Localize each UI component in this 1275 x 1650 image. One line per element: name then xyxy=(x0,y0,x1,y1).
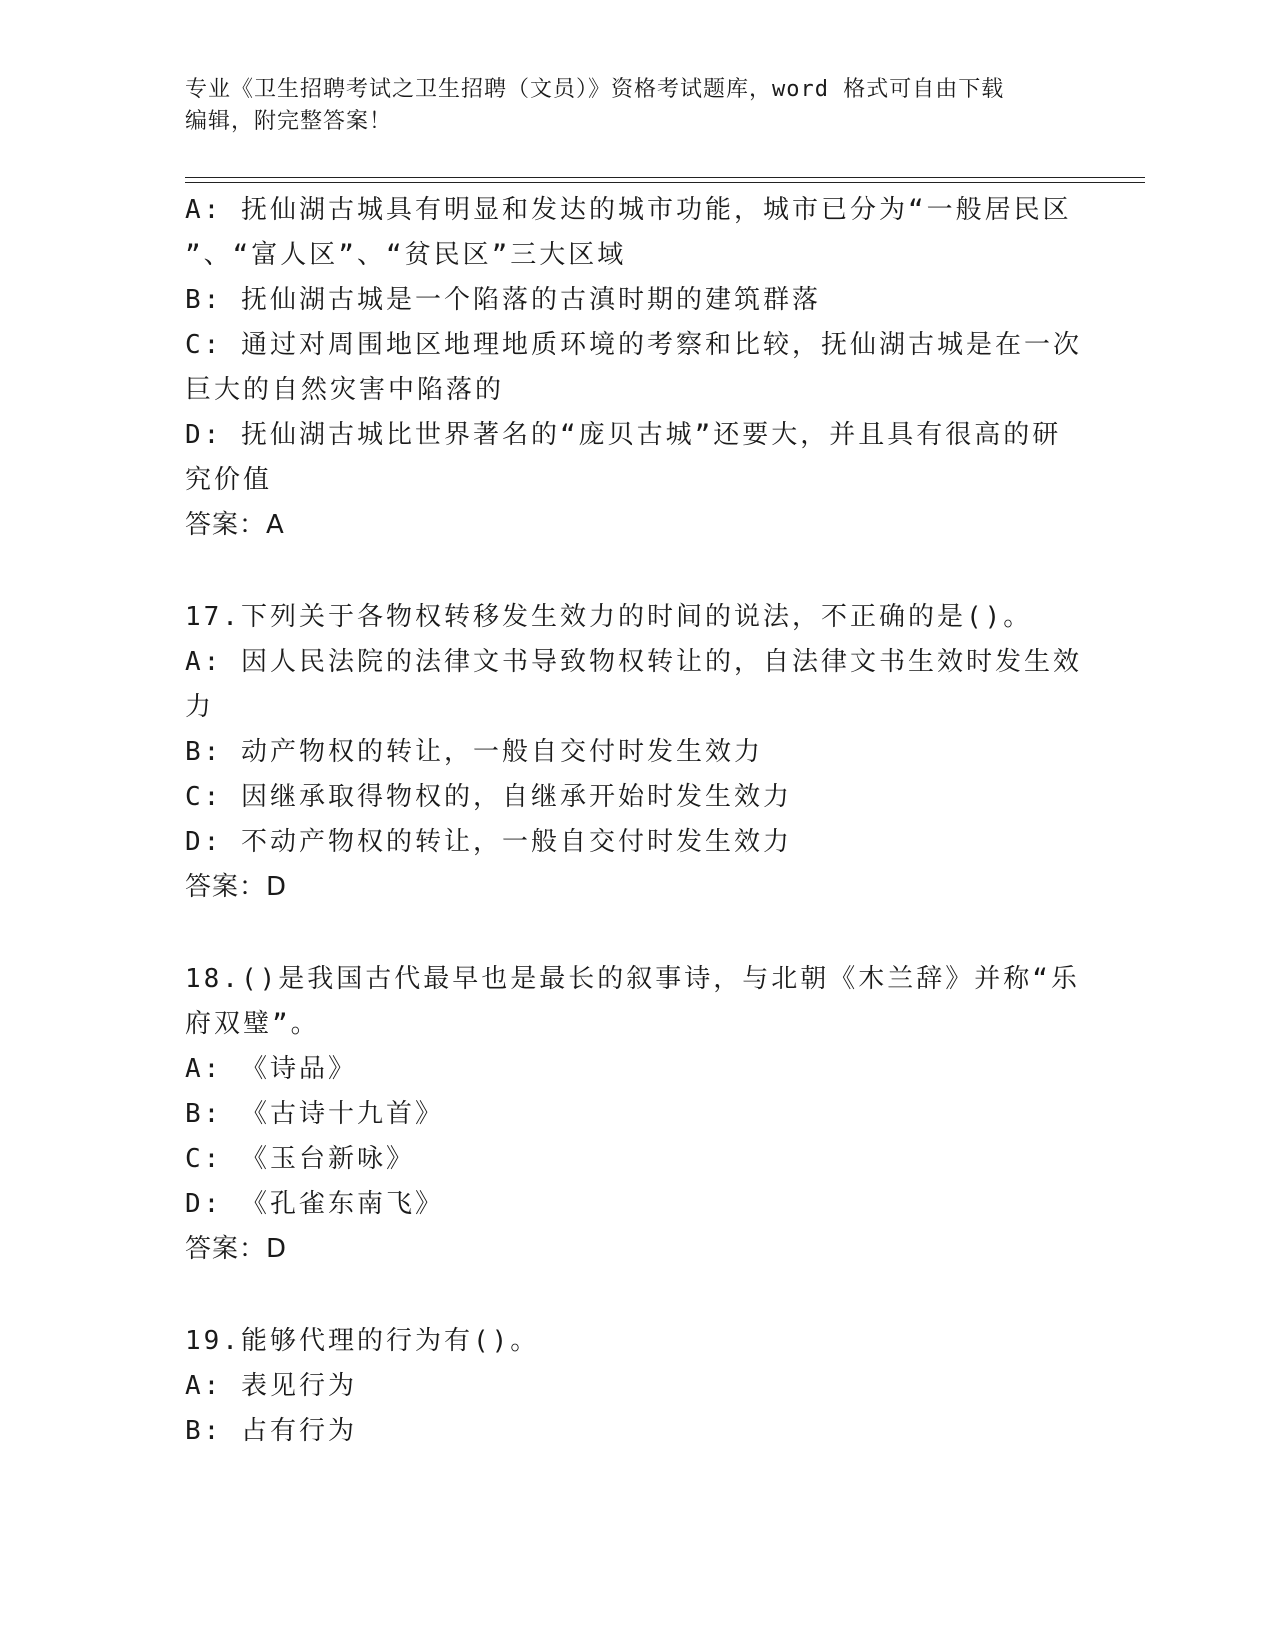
question-19 xyxy=(185,1319,1085,1454)
option-d-line-1: D: 抚仙湖古城比世界著名的“庞贝古城”还要大，并且具有很高的研 xyxy=(185,420,1062,450)
question-text: 19.能够代理的行为有()。 xyxy=(185,1326,540,1356)
header-divider-top xyxy=(185,177,1145,178)
answer: 答案：D xyxy=(185,872,288,902)
option-a-line-2: 力 xyxy=(185,692,215,722)
answer: 答案：A xyxy=(185,510,285,540)
question-text-line-1: 18.()是我国古代最早也是最长的叙事诗，与北朝《木兰辞》并称“乐 xyxy=(185,964,1080,994)
spacer xyxy=(185,548,1085,595)
option-b: B: 《古诗十九首》 xyxy=(185,1099,444,1129)
document-header xyxy=(185,74,1085,138)
option-c: C: 因继承取得物权的，自继承开始时发生效力 xyxy=(185,782,792,812)
question-text: 17.下列关于各物权转移发生效力的时间的说法，不正确的是()。 xyxy=(185,602,1033,632)
question-list xyxy=(185,188,1085,1454)
header-line-2: 编辑，附完整答案！ xyxy=(185,109,393,134)
option-c: C: 《玉台新咏》 xyxy=(185,1144,415,1174)
option-c-line-2: 巨大的自然灾害中陷落的 xyxy=(185,375,505,405)
question-16 xyxy=(185,188,1085,548)
option-a: A: 《诗品》 xyxy=(185,1054,357,1084)
header-divider-bottom xyxy=(185,182,1145,183)
header-line-1: 专业《卫生招聘考试之卫生招聘（文员）》资格考试题库，word 格式可自由下载 xyxy=(185,77,1005,102)
option-b: B: 抚仙湖古城是一个陷落的古滇时期的建筑群落 xyxy=(185,285,821,315)
answer: 答案：D xyxy=(185,1234,288,1264)
option-a: A: 表见行为 xyxy=(185,1371,357,1401)
spacer xyxy=(185,910,1085,957)
option-d: D: 不动产物权的转让，一般自交付时发生效力 xyxy=(185,827,792,857)
option-b: B: 占有行为 xyxy=(185,1416,357,1446)
question-18 xyxy=(185,957,1085,1272)
question-text-line-2: 府双璧”。 xyxy=(185,1009,320,1039)
question-17 xyxy=(185,595,1085,910)
spacer xyxy=(185,1272,1085,1319)
option-d-line-2: 究价值 xyxy=(185,465,273,495)
option-a-line-1: A: 抚仙湖古城具有明显和发达的城市功能，城市已分为“一般居民区 xyxy=(185,195,1072,225)
option-a-line-1: A: 因人民法院的法律文书导致物权转让的，自法律文书生效时发生效 xyxy=(185,647,1082,677)
option-d: D: 《孔雀东南飞》 xyxy=(185,1189,444,1219)
option-a-line-2: ”、“富人区”、“贫民区”三大区域 xyxy=(185,240,627,270)
option-b: B: 动产物权的转让，一般自交付时发生效力 xyxy=(185,737,763,767)
option-c-line-1: C: 通过对周围地区地理地质环境的考察和比较，抚仙湖古城是在一次 xyxy=(185,330,1082,360)
